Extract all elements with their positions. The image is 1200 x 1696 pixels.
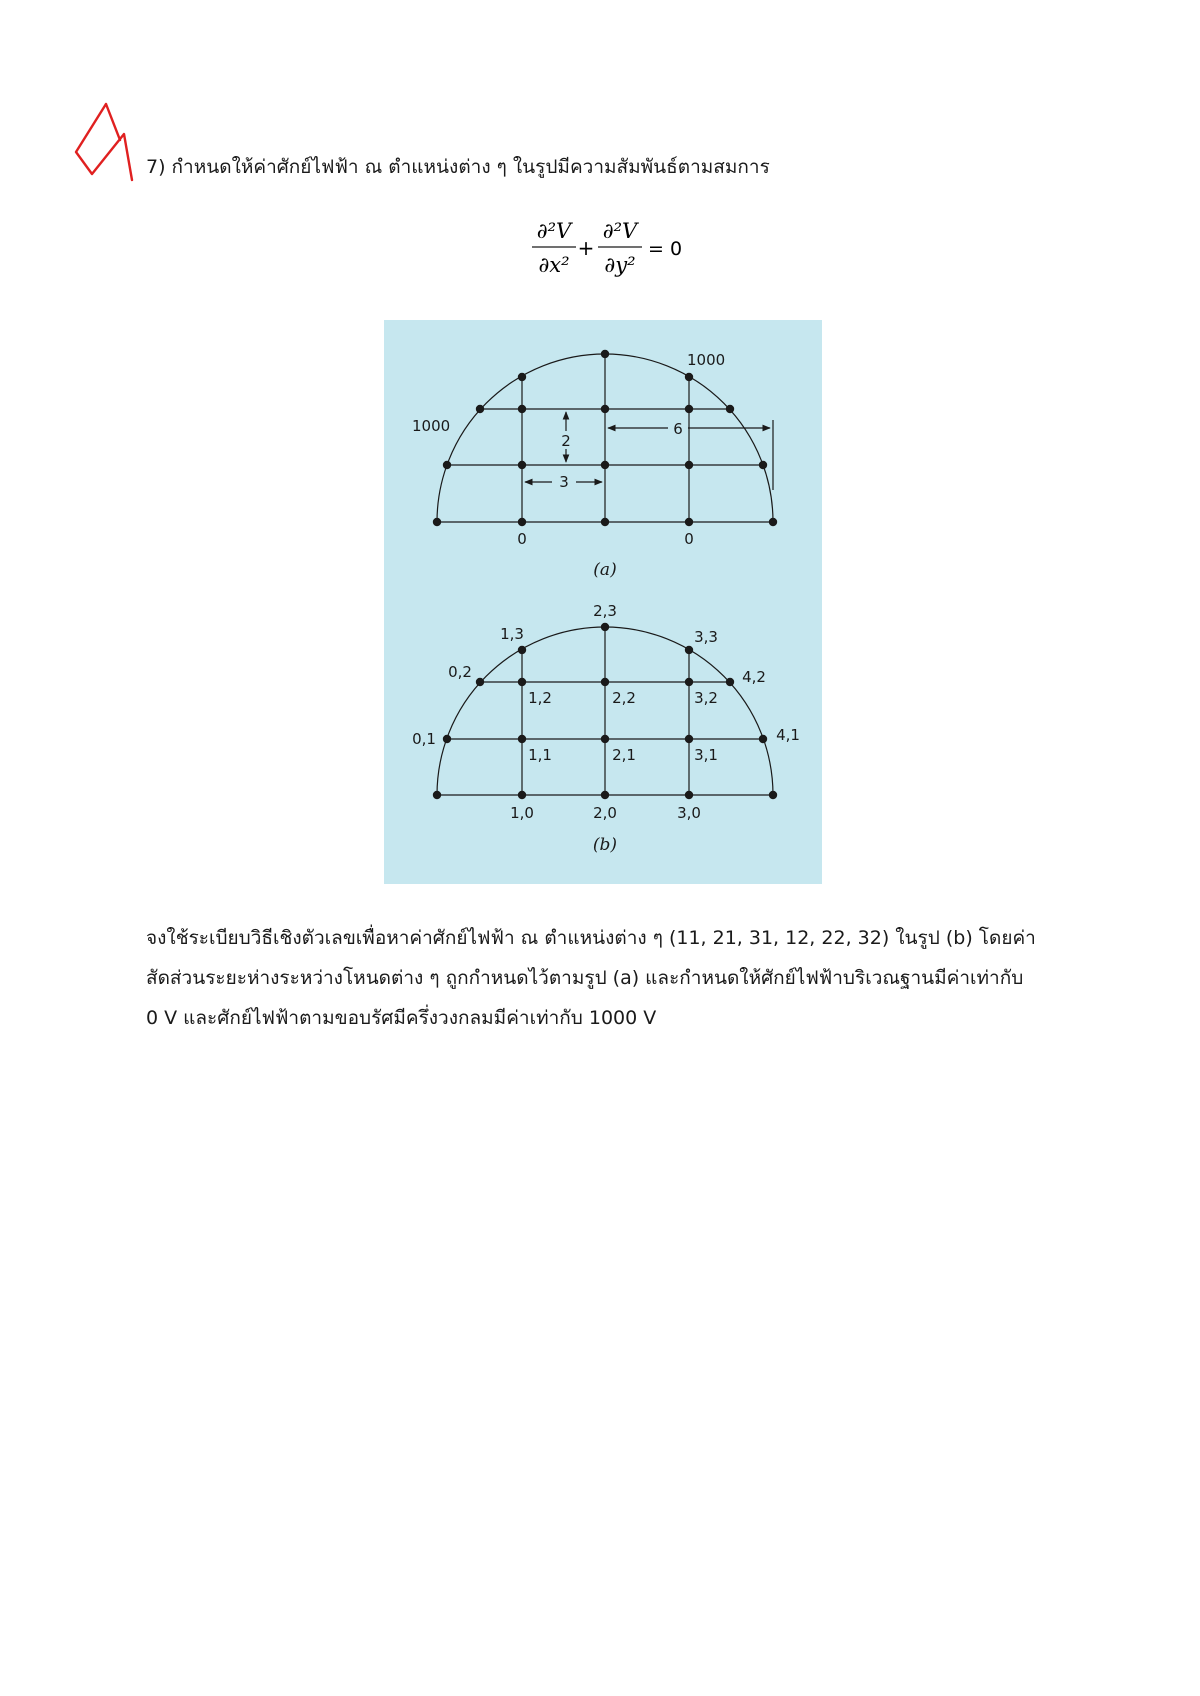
figure-a <box>437 354 773 522</box>
node-3-1-label: 3,1 <box>694 746 718 764</box>
node-1-2-label: 1,2 <box>528 689 552 707</box>
problem-line-3: 0 V และศักย์ไฟฟ้าตามขอบรัศมีครึ่งวงกลมมีค่าเท่ากับ 1000 V <box>146 1007 657 1029</box>
node-4-2-label: 4,2 <box>742 668 766 686</box>
laplace-equation <box>520 210 690 290</box>
dim-width-label: 6 <box>673 420 683 438</box>
node-0-2-label: 0,2 <box>448 663 472 681</box>
node-2-0-label: 2,0 <box>593 804 617 822</box>
base-left-label: 0 <box>517 530 527 548</box>
node-2-2-label: 2,2 <box>612 689 636 707</box>
eq-term1-denominator: ∂x² <box>538 253 570 277</box>
figure-a-caption: (a) <box>593 560 617 580</box>
problem-line-2: สัดส่วนระยะห่างระหว่างโหนดต่าง ๆ ถูกกำหนดไว้ตามรูป (a) และกำหนดให้ศักย์ไฟฟ้าบริเวณฐานมีค่าเท่ากับ <box>146 967 1024 989</box>
node-0-1-label: 0,1 <box>412 730 436 748</box>
node-3-2-label: 3,2 <box>694 689 718 707</box>
boundary-left-label: 1000 <box>412 417 451 435</box>
node-1-0-label: 1,0 <box>510 804 534 822</box>
node-4-1-label: 4,1 <box>776 726 800 744</box>
eq-term1-numerator: ∂²V <box>536 219 572 243</box>
base-right-label: 0 <box>684 530 694 548</box>
boundary-top-right-label: 1000 <box>687 351 726 369</box>
node-2-3-label: 2,3 <box>593 602 617 620</box>
dim-vertical-label: 2 <box>561 432 571 450</box>
dim-horizontal-label: 3 <box>559 473 569 491</box>
node-3-0-label: 3,0 <box>677 804 701 822</box>
problem-line-1: จงใช้ระเบียบวิธีเชิงตัวเลขเพื่อหาค่าศักย์ไฟฟ้า ณ ตำแหน่งต่าง ๆ (11, 21, 31, 12, 22, 32) ในรูป (b) โดยค่า <box>146 927 1036 949</box>
figure-drawing <box>384 320 822 884</box>
eq-plus: + <box>577 236 595 260</box>
node-2-1-label: 2,1 <box>612 746 636 764</box>
eq-term2-denominator: ∂y² <box>604 253 636 277</box>
node-1-1-label: 1,1 <box>528 746 552 764</box>
figure-b-caption: (b) <box>592 835 618 855</box>
node-1-3-label: 1,3 <box>500 625 524 643</box>
question-text: 7) กำหนดให้ค่าศักย์ไฟฟ้า ณ ตำแหน่งต่าง ๆ ในรูปมีความสัมพันธ์ตามสมการ <box>146 156 770 178</box>
red-annotation-mark-icon <box>72 100 134 184</box>
finite-difference-figure <box>384 320 822 884</box>
figure-b <box>437 627 773 795</box>
problem-statement <box>146 918 1076 1038</box>
eq-term2-numerator: ∂²V <box>602 219 638 243</box>
node-3-3-label: 3,3 <box>694 628 718 646</box>
eq-equals-zero: = 0 <box>648 238 683 260</box>
